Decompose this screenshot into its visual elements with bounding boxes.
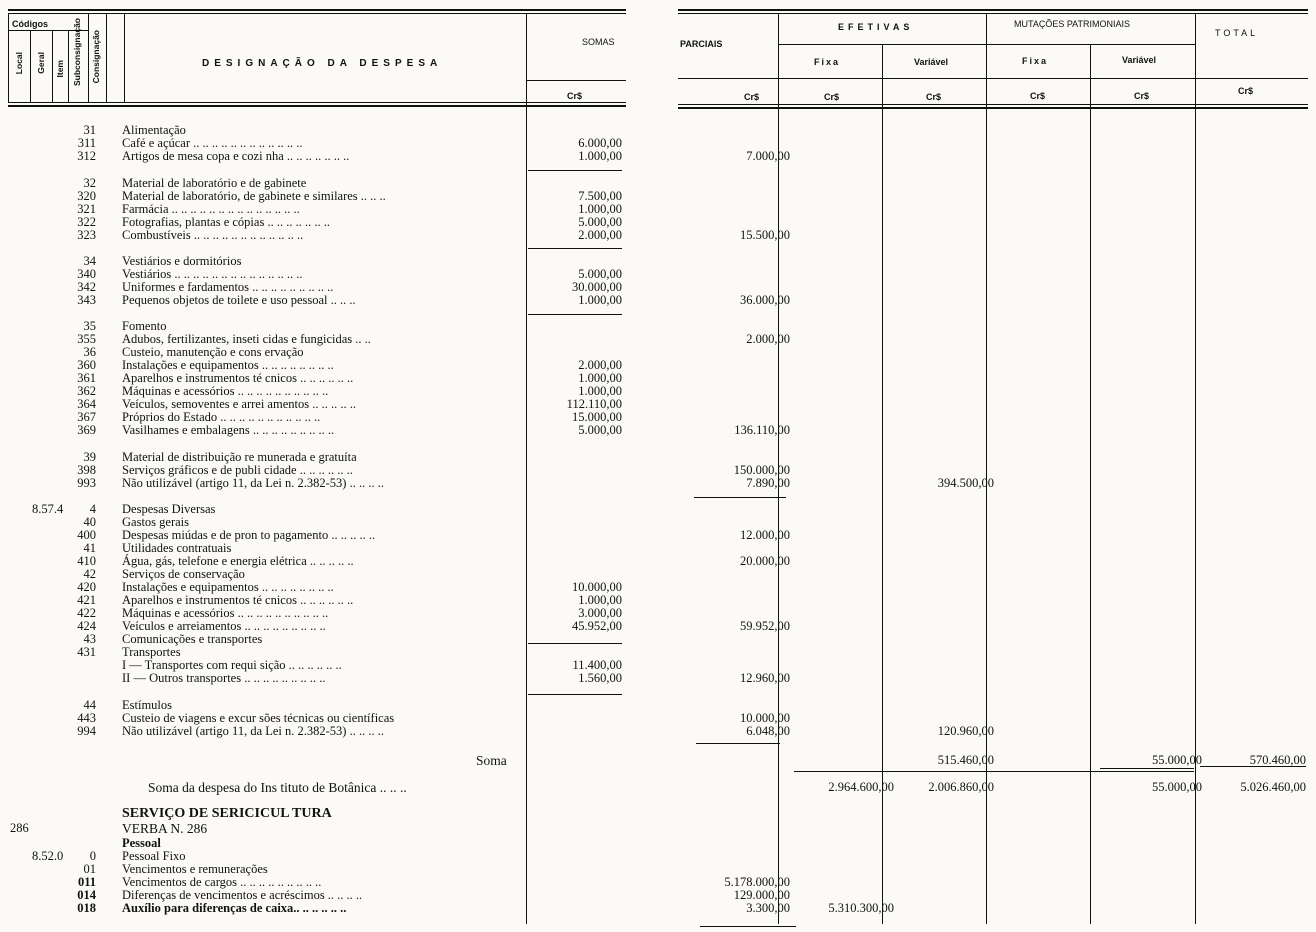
cell-ev: 120.960,00 [937,724,994,738]
cell-c: 420 [77,580,96,594]
cell-mv: 55.000,00 [1152,753,1202,767]
cell-s: 5.000,00 [578,423,622,437]
cell-c: 320 [77,189,96,203]
cell-s: 10.000,00 [572,580,622,594]
cell-ev: 2.006.860,00 [928,780,994,794]
cell-s: 6.000,00 [578,136,622,150]
cell-c: 369 [77,423,96,437]
cell-d: Não utilizável (artigo 11, da Lei n. 2.382-53) .. .. .. .. [122,476,384,490]
cell-d: Adubos, fertilizantes, inseti cidas e fungicidas .. .. [122,332,371,346]
cell-c: 993 [77,476,96,490]
cell-p: 20.000,00 [740,554,790,568]
cell-s: 1.000,00 [578,371,622,385]
cell-d: Material de laboratório, de gabinete e similares .. .. .. [122,189,386,203]
cell-s: 1.000,00 [578,149,622,163]
cell-c: 323 [77,228,96,242]
somas-header: SOMAS [582,37,615,47]
unit-mutacoes-variavel: Cr$ [1134,91,1150,101]
cell-d: Soma da despesa do Ins tituto de Botânica .. .. .. [148,780,407,795]
cell-d: Vasilhames e embalagens .. .. .. .. .. .. .. .. .. [122,423,335,437]
cell-c: 011 [77,875,96,889]
cell-s: 2.000,00 [578,358,622,372]
cell-c: 43 [83,632,96,646]
cell-s: 2.000,00 [578,228,622,242]
cell-s: 15.000,00 [572,410,622,424]
cell-d: Utilidades contratuais [122,541,232,555]
cell-c: 321 [77,202,96,216]
cell-c: 018 [77,901,96,915]
cell-c: 410 [77,554,96,568]
cell-p: 136.110,00 [734,423,790,437]
cell-s: 3.000,00 [578,606,622,620]
cell-c: 342 [77,280,96,294]
cell-p: 7.000,00 [746,149,790,163]
cell-d: Soma [476,753,507,768]
cell-c: 312 [77,149,96,163]
cell-t: 570.460,00 [1249,753,1306,767]
mutacoes-header: MUTAÇÕES PATRIMONIAIS [1014,19,1131,29]
cell-l: 286 [10,821,29,835]
cell-p: 12.960,00 [740,671,790,685]
cell-d: Máquinas e acessórios .. .. .. .. .. .. .. .. .. .. [122,384,329,398]
cell-c: 443 [77,711,96,725]
cell-l: 8.57.4 [32,502,64,516]
unit-efetivas-variavel: Cr$ [926,92,942,102]
cell-s: 45.952,00 [572,619,622,633]
cell-p: 36.000,00 [740,293,790,307]
cell-c: 361 [77,371,96,385]
cell-p: 12.000,00 [740,528,790,542]
cell-p: 6.048,00 [746,724,790,738]
col-consignacao: Consignação [91,30,101,84]
cell-d: Água, gás, telefone e energia elétrica .. .. .. .. .. [122,554,354,568]
unit-mutacoes-fixa: Cr$ [1030,91,1046,101]
cell-t: 5.026.460,00 [1240,780,1306,794]
cell-c: 01 [83,862,96,876]
cell-c: 343 [77,293,96,307]
cell-c: 431 [77,645,96,659]
cell-d: Gastos gerais [122,515,189,529]
cell-p: 15.500,00 [740,228,790,242]
cell-d: Vencimentos e remunerações [122,862,268,876]
col-item: Item [55,60,65,78]
cell-s: 11.400,00 [572,658,622,672]
cell-c: 0 [89,849,96,863]
cell-d: II — Outros transportes .. .. .. .. .. .. .. .. .. [122,671,326,685]
cell-d: Custeio, manutenção e cons ervação [122,345,304,359]
cell-d: Aparelhos e instrumentos té cnicos .. .. .. .. .. .. [122,593,354,607]
cell-p: 10.000,00 [740,711,790,725]
cell-d: VERBA N. 286 [122,821,208,836]
cell-c: 39 [83,450,96,464]
cell-mv: 55.000,00 [1152,780,1202,794]
col-subconsignacao: Subconsignação [72,18,82,87]
cell-c: 362 [77,384,96,398]
cell-d: Artigos de mesa copa e cozi nha .. .. .. .. .. .. .. [122,149,350,163]
cell-d: Transportes [122,645,181,659]
cell-c: 35 [83,319,96,333]
unit-parciais: Cr$ [744,92,760,102]
cell-ef: 5.310.300,00 [828,901,894,915]
cell-d: Alimentação [122,123,186,137]
cell-p: 7.890,00 [746,476,790,490]
cell-c: 421 [77,593,96,607]
cell-ef: 2.964.600,00 [828,780,894,794]
codigos-label: Códigos [12,19,48,29]
cell-c: 424 [77,619,96,633]
cell-c: 42 [83,567,96,581]
efetivas-fixa: Fixa [814,57,841,67]
cell-d: Próprios do Estado .. .. .. .. .. .. .. .. .. .. .. [122,410,321,424]
cell-c: 311 [77,136,96,150]
efetivas-variavel: Variável [914,57,949,67]
cell-ev: 515.460,00 [937,753,994,767]
cell-d: Vestiários .. .. .. .. .. .. .. .. .. .. .. .. .. .. [122,267,303,281]
cell-d: Comunicações e transportes [122,632,263,646]
cell-c: 34 [83,254,96,268]
cell-d: Vestiários e dormitórios [122,254,242,268]
cell-c: 360 [77,358,96,372]
cell-s: 1.560,00 [578,671,622,685]
cell-d: Instalações e equipamentos .. .. .. .. .. .. .. .. [122,358,334,372]
mutacoes-variavel: Variável [1122,55,1157,65]
cell-d: Instalações e equipamentos .. .. .. .. .. .. .. .. [122,580,334,594]
cell-d: Veículos e arreiamentos .. .. .. .. .. .. .. .. .. [122,619,326,633]
cell-c: 364 [77,397,96,411]
unit-efetivas-fixa: Cr$ [824,92,840,102]
cell-d: Pessoal [122,836,161,850]
cell-d: Estímulos [122,698,173,712]
designacao-header: DESIGNAÇÃO DA DESPESA [202,58,443,69]
cell-s: 1.000,00 [578,384,622,398]
cell-d: Despesas miúdas e de pron to pagamento .. .. .. .. .. [122,528,376,542]
cell-c: 398 [77,463,96,477]
cell-ev: 394.500,00 [937,476,994,490]
cell-c: 31 [83,123,96,137]
cell-c: 41 [83,541,96,555]
cell-d: Uniformes e fardamentos .. .. .. .. .. .. .. .. .. [122,280,334,294]
cell-s: 112.110,00 [566,397,622,411]
cell-d: Custeio de viagens e excur sões técnicas ou científicas [122,711,395,725]
cell-l: 8.52.0 [32,849,64,863]
cell-d: Auxílio para diferenças de caixa.. .. .. .. .. .. [122,901,347,915]
parciais-header: PARCIAIS [680,39,723,49]
cell-d: I — Transportes com requi sição .. .. .. .. .. .. [122,658,342,672]
cell-d: Diferenças de vencimentos e acréscimos .. .. .. .. [122,888,363,902]
col-local: Local [14,52,24,75]
cell-d: Pessoal Fixo [122,849,186,863]
cell-d: Fotografias, plantas e cópias .. .. .. .. .. .. .. [122,215,330,229]
cell-c: 322 [77,215,96,229]
cell-d: SERVIÇO DE SERICICUL TURA [122,806,332,821]
mutacoes-fixa: Fixa [1022,56,1049,66]
cell-c: 422 [77,606,96,620]
cell-c: 40 [83,515,96,529]
cell-d: Serviços de conservação [122,567,245,581]
cell-s: 1.000,00 [578,593,622,607]
cell-d: Serviços gráficos e de publi cidade .. .. .. .. .. .. [122,463,353,477]
cell-p: 5.178.000,00 [724,875,790,889]
col-geral: Geral [36,52,46,74]
cell-c: 32 [83,176,96,190]
cell-s: 5.000,00 [578,215,622,229]
cell-d: Despesas Diversas [122,502,216,516]
cell-p: 3.300,00 [746,901,790,915]
cell-s: 5.000,00 [578,267,622,281]
cell-d: Máquinas e acessórios .. .. .. .. .. .. .. .. .. .. [122,606,329,620]
cell-s: 7.500,00 [578,189,622,203]
cell-p: 2.000,00 [746,332,790,346]
cell-d: Fomento [122,319,167,333]
cell-p: 150.000,00 [733,463,790,477]
cell-d: Aparelhos e instrumentos té cnicos .. .. .. .. .. .. [122,371,354,385]
cell-c: 4 [89,502,96,516]
cell-d: Café e açúcar .. .. .. .. .. .. .. .. .. .. .. .. [122,136,303,150]
cell-p: 59.952,00 [740,619,790,633]
cell-p: 129.000,00 [733,888,790,902]
cell-s: 1.000,00 [578,293,622,307]
cell-d: Vencimentos de cargos .. .. .. .. .. .. .. .. .. [122,875,322,889]
cell-c: 994 [77,724,96,738]
cell-s: 30.000,00 [572,280,622,294]
cell-d: Veículos, semoventes e arrei amentos .. .. .. .. .. [122,397,356,411]
total-header: TOTAL [1215,28,1259,38]
cell-d: Combustíveis .. .. .. .. .. .. .. .. .. .. .. .. [122,228,304,242]
cell-c: 36 [83,345,96,359]
cell-c: 355 [77,332,96,346]
cell-c: 400 [77,528,96,542]
cell-s: 1.000,00 [578,202,622,216]
somas-unit: Cr$ [567,91,583,101]
cell-d: Material de laboratório e de gabinete [122,176,307,190]
cell-c: 367 [77,410,96,424]
cell-c: 44 [83,698,96,712]
cell-c: 340 [77,267,96,281]
cell-c: 014 [77,888,96,902]
cell-d: Pequenos objetos de toilete e uso pessoal .. .. .. [122,293,356,307]
cell-d: Farmácia .. .. .. .. .. .. .. .. .. .. .. .. .. .. [122,202,300,216]
unit-total: Cr$ [1238,86,1254,96]
efetivas-header: EFETIVAS [838,22,914,32]
cell-d: Material de distribuição re munerada e gratuíta [122,450,357,464]
cell-d: Não utilizável (artigo 11, da Lei n. 2.382-53) .. .. .. .. [122,724,384,738]
